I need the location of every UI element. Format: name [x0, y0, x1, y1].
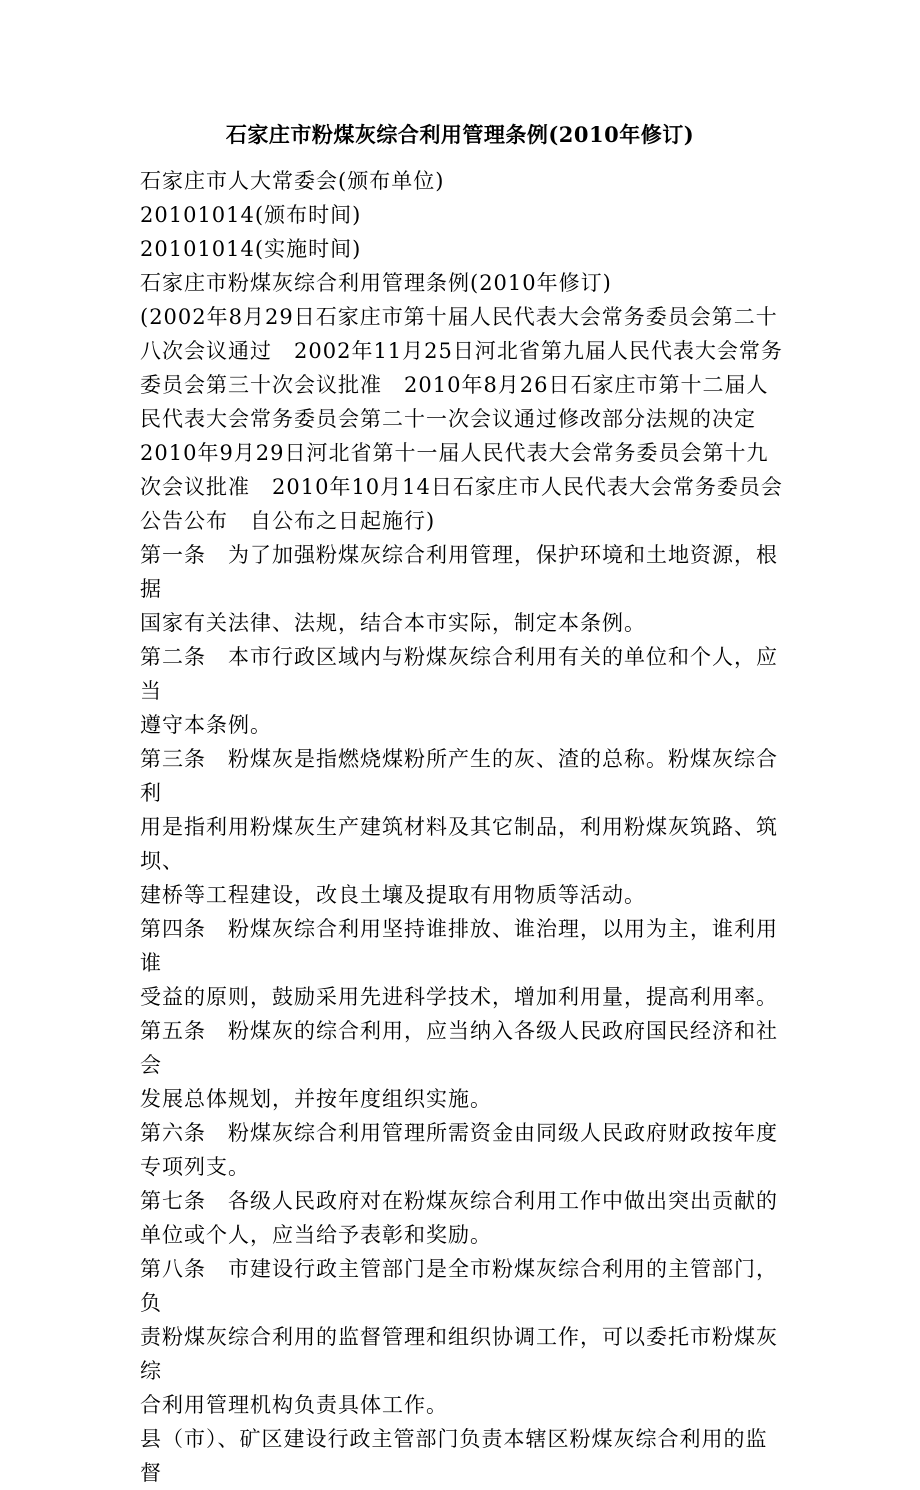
text-line: 建桥等工程建设，改良土壤及提取有用物质等活动。: [140, 883, 646, 907]
document-body: [140, 164, 788, 1490]
text-line: 遵守本条例。: [140, 713, 272, 737]
text-line: 八次会议通过 2002年11月25日河北省第九届人民代表大会常务: [140, 339, 783, 363]
text-line: 国家有关法律、法规，结合本市实际，制定本条例。: [140, 611, 646, 635]
text-line: 次会议批准 2010年10月14日石家庄市人民代表大会常务委员会: [140, 475, 783, 499]
text-line: 委员会第三十次会议批准 2010年8月26日石家庄市第十二届人: [140, 373, 769, 397]
text-line: 第八条 市建设行政主管部门是全市粉煤灰综合利用的主管部门，负: [140, 1257, 778, 1315]
text-line: 第二条 本市行政区域内与粉煤灰综合利用有关的单位和个人，应当: [140, 645, 778, 703]
text-line: 公告公布 自公布之日起施行): [140, 509, 436, 533]
text-line: 第三条 粉煤灰是指燃烧煤粉所产生的灰、渣的总称。粉煤灰综合利: [140, 747, 778, 805]
text-line: 专项列支。: [140, 1155, 250, 1179]
text-line: 民代表大会常务委员会第二十一次会议通过修改部分法规的决定: [140, 407, 756, 431]
text-line: (2002年8月29日石家庄市第十届人民代表大会常务委员会第二十: [140, 305, 778, 329]
text-line: 合利用管理机构负责具体工作。: [140, 1393, 448, 1417]
text-line: 县（市）、矿区建设行政主管部门负责本辖区粉煤灰综合利用的监督: [140, 1427, 768, 1485]
text-line: 石家庄市人大常委会(颁布单位): [140, 169, 445, 193]
text-line: 20101014(实施时间): [140, 237, 362, 261]
text-line: 第四条 粉煤灰综合利用坚持谁排放、谁治理，以用为主，谁利用谁: [140, 917, 778, 975]
text-line: 第五条 粉煤灰的综合利用，应当纳入各级人民政府国民经济和社会: [140, 1019, 778, 1077]
text-line: 20101014(颁布时间): [140, 203, 362, 227]
text-line: 用是指利用粉煤灰生产建筑材料及其它制品，利用粉煤灰筑路、筑坝、: [140, 815, 778, 873]
text-line: 受益的原则，鼓励采用先进科学技术，增加利用量，提高利用率。: [140, 985, 778, 1009]
text-line: 第一条 为了加强粉煤灰综合利用管理，保护环境和土地资源，根据: [140, 543, 778, 601]
text-line: 第七条 各级人民政府对在粉煤灰综合利用工作中做出突出贡献的: [140, 1189, 778, 1213]
document-title: 石家庄市粉煤灰综合利用管理条例(2010年修订): [225, 122, 695, 147]
text-line: 责粉煤灰综合利用的监督管理和组织协调工作，可以委托市粉煤灰综: [140, 1325, 778, 1383]
text-line: 单位或个人，应当给予表彰和奖励。: [140, 1223, 492, 1247]
text-line: 2010年9月29日河北省第十一届人民代表大会常务委员会第十九: [140, 441, 769, 465]
text-line: 石家庄市粉煤灰综合利用管理条例(2010年修订): [140, 271, 612, 295]
text-line: 第六条 粉煤灰综合利用管理所需资金由同级人民政府财政按年度: [140, 1121, 778, 1145]
text-line: 发展总体规划，并按年度组织实施。: [140, 1087, 492, 1111]
